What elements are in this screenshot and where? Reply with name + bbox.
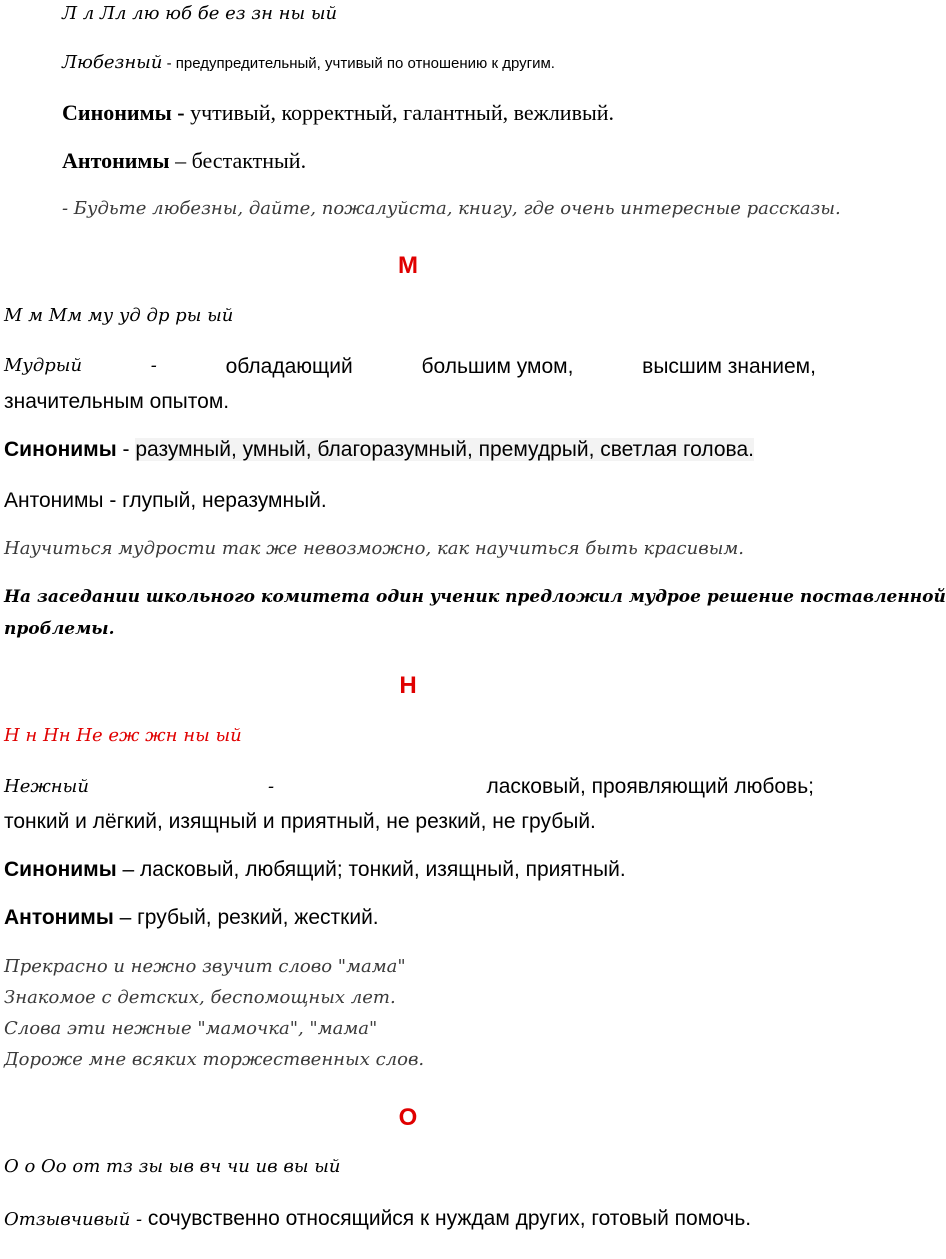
- definition-word-1: обладающий: [225, 355, 353, 378]
- example-mudry-2-line1: На заседании школьного комитета один ученик предложил мудрое решение поставленной: [4, 587, 946, 607]
- definition-text: предупредительный, учтивый по отношению к другим.: [175, 55, 555, 72]
- synonyms-mudry: [4, 438, 754, 462]
- synonyms-text: разумный, умный, благоразумный, премудрый, светлая голова.: [135, 438, 754, 461]
- poem-line-1: Прекрасно и нежно звучит слово "мама": [4, 956, 406, 977]
- definition-word-3: высшим знанием,: [642, 355, 816, 378]
- word-mudry: Мудрый: [4, 355, 83, 376]
- antonyms-text: бестактный.: [191, 148, 307, 173]
- antonyms-separator: –: [169, 148, 192, 173]
- example-mudry-2-line2: проблемы.: [4, 619, 115, 639]
- synonyms-nezhny: [4, 858, 626, 882]
- example-mudry-1: Научиться мудрости так же невозможно, как научиться быть красивым.: [4, 538, 745, 559]
- antonyms-lyubezny: [62, 148, 306, 173]
- synonyms-separator: -: [171, 100, 191, 125]
- letter-breakdown-l: Л л Лл лю юб бе ез зн ны ый: [62, 3, 338, 24]
- synonyms-label: Синонимы: [62, 100, 172, 125]
- definition-dash: -: [150, 355, 157, 376]
- poem-line-2: Знакомое с детских, беспомощных лет.: [4, 987, 396, 1008]
- definition-otzyvchivy: [4, 1207, 751, 1231]
- example-lyubezny: - Будьте любезны, дайте, пожалуйста, книгу, где очень интересные рассказы.: [62, 198, 841, 219]
- section-heading-m: М: [398, 252, 418, 279]
- definition-mudry-line2: значительным опытом.: [4, 390, 230, 413]
- word-otzyvchivy: Отзывчивый: [4, 1209, 131, 1230]
- poem-line-4: Дороже мне всяких торжественных слов.: [4, 1049, 425, 1070]
- synonyms-text: ласковый, любящий; тонкий, изящный, приятный.: [140, 858, 626, 881]
- letter-breakdown-o: О о Оо от тз зы ыв вч чи ив вы ый: [4, 1156, 341, 1177]
- synonyms-separator: -: [116, 438, 136, 461]
- poem-line-3: Слова эти нежные "мамочка", "мама": [4, 1018, 378, 1039]
- synonyms-label: Синонимы: [4, 858, 117, 881]
- antonyms-label: Антонимы: [62, 148, 170, 173]
- section-heading-n: Н: [399, 672, 417, 699]
- definition-nezhny-line2: тонкий и лёгкий, изящный и приятный, не резкий, не грубый.: [4, 810, 596, 833]
- synonyms-lyubezny: [62, 100, 614, 125]
- definition-dash: -: [130, 1209, 148, 1230]
- word-lyubezny: Любезный: [62, 52, 163, 73]
- antonyms-separator: –: [113, 906, 138, 929]
- definition-dash-nezhny: -: [268, 776, 275, 797]
- word-nezhny: Нежный: [4, 776, 89, 797]
- synonyms-text: учтивый, корректный, галантный, вежливый.: [190, 100, 615, 125]
- definition-word-2: большим умом,: [421, 355, 574, 378]
- synonyms-separator: –: [116, 858, 141, 881]
- antonyms-text: грубый, резкий, жесткий.: [137, 906, 379, 929]
- antonyms-nezhny: [4, 906, 379, 930]
- letter-breakdown-n: Н н Нн Не еж жн ны ый: [4, 725, 242, 746]
- definition-mudry-line1: [0, 355, 816, 379]
- definition-lyubezny: [62, 53, 555, 74]
- synonyms-label: Синонимы: [4, 438, 117, 461]
- antonyms-label: Антонимы: [4, 906, 114, 929]
- antonyms-mudry: Антонимы - глупый, неразумный.: [4, 489, 327, 512]
- definition-text: сочувственно относящийся к нуждам других, готовый помочь.: [147, 1207, 752, 1230]
- letter-breakdown-m: М м Мм му уд др ры ый: [4, 305, 234, 326]
- definition-nezhny-line1: ласковый, проявляющий любовь;: [486, 775, 814, 798]
- definition-dash: -: [162, 55, 176, 72]
- section-heading-o: О: [398, 1104, 418, 1131]
